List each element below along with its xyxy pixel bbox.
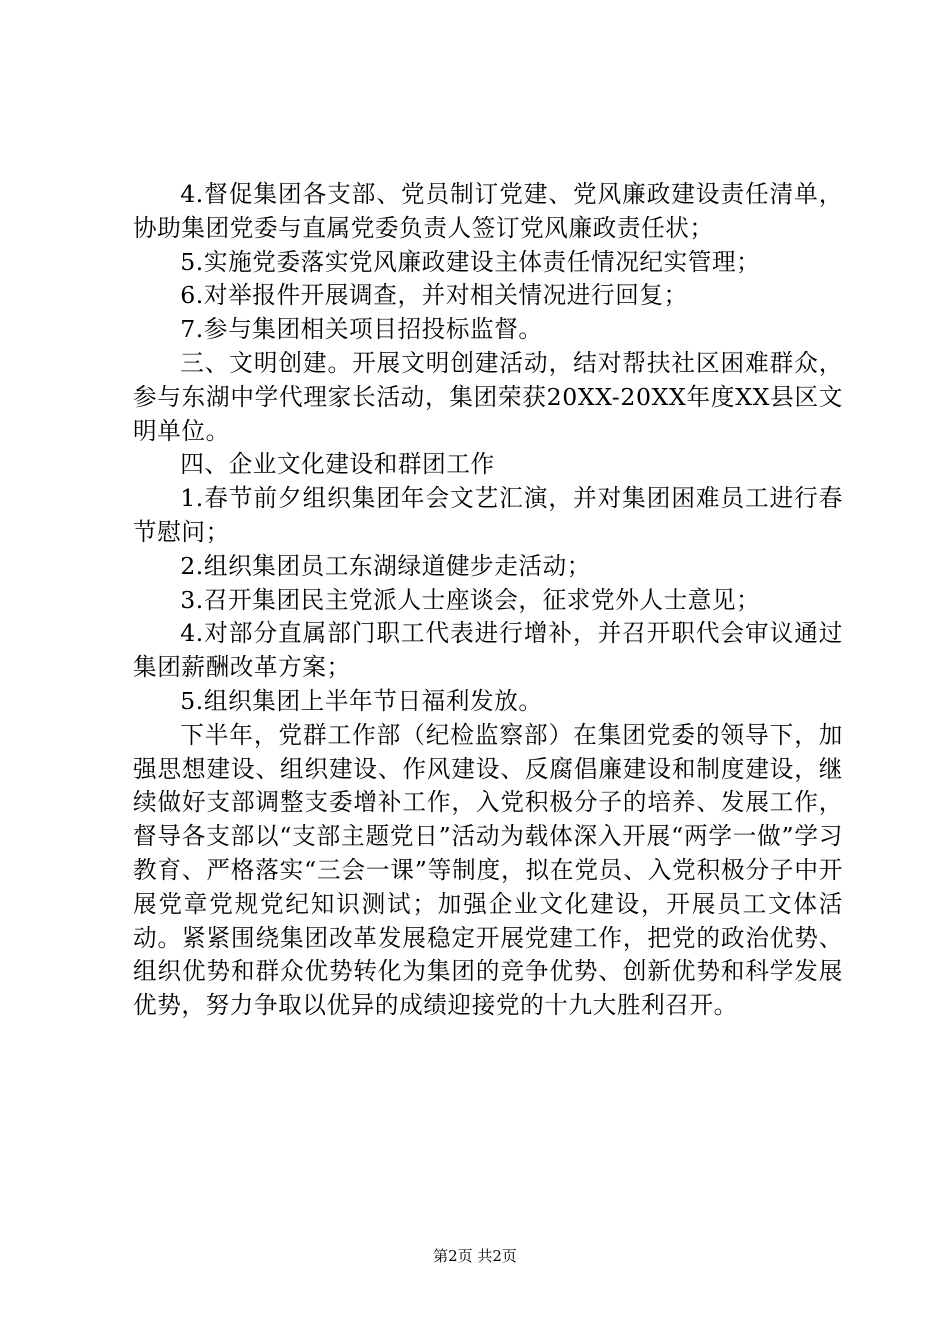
paragraph-second-half-plan: 下半年，党群工作部（纪检监察部）在集团党委的领导下，加强思想建设、组织建设、作风建设、反腐倡廉建设和制度建设，继续做好支部调整支委增补工作，入党积极分子的培养、发展工作，督导各支部以“支部主题党日”活动为载体深入开展“两学一做”学习教育、严格落实“三会一课”等制度，拟在党员、入党积极分子中开展党章党规党纪知识测试；加强企业文化建设，开展员工文体活动。紧紧围绕集团改革发展稳定开展党建工作，把党的政治优势、组织优势和群众优势转化为集团的竞争优势、创新优势和科学发展优势，努力争取以优异的成绩迎接党的十九大胜利召开。 [133, 720, 843, 1020]
paragraph-forum: 3.召开集团民主党派人士座谈会，征求党外人士意见； [180, 585, 761, 614]
paragraph-spring-festival: 1.春节前夕组织集团年会文艺汇演，并对集团困难员工进行春节慰问； [133, 484, 843, 546]
page-number-footer: 第2页 共2页 [433, 1247, 517, 1265]
paragraph-greenway-walk: 2.组织集团员工东湖绿道健步走活动； [180, 551, 591, 580]
paragraph-record-management: 5.实施党委落实党风廉政建设主体责任情况纪实管理； [180, 247, 761, 276]
document-body [133, 178, 843, 1023]
paragraph-staff-congress: 4.对部分直属部门职工代表进行增补，并召开职代会审议通过集团薪酬改革方案； [133, 619, 843, 682]
section-heading-culture: 四、企业文化建设和群团工作 [180, 450, 495, 479]
paragraph-civilization-building: 三、文明创建。开展文明创建活动，结对帮扶社区困难群众，参与东湖中学代理家长活动，集团荣获20XX-20XX年度XX县区文明单位。 [133, 348, 843, 445]
paragraph-benefits: 5.组织集团上半年节日福利发放。 [180, 686, 543, 715]
paragraph-bidding-supervision: 7.参与集团相关项目招投标监督。 [180, 315, 543, 344]
paragraph-report-investigation: 6.对举报件开展调查，并对相关情况进行回复； [180, 281, 688, 310]
paragraph-responsibility-list: 4.督促集团各支部、党员制订党建、党风廉政建设责任清单，协助集团党委与直属党委负责人签订党风廉政责任状； [133, 180, 843, 242]
